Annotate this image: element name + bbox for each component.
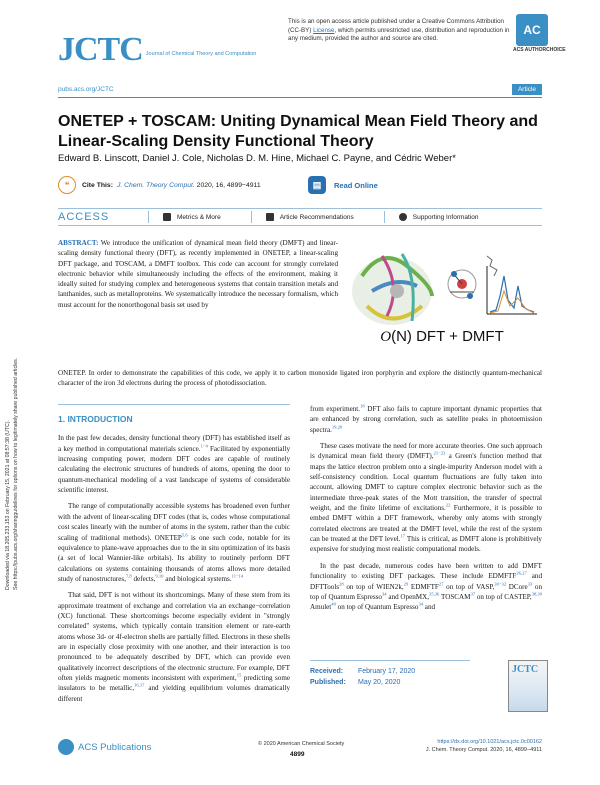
text-run: In the past decade, numerous codes have been written to add DMFT functionality to existing DFT packages. These include EDMFTF: [310, 561, 542, 581]
paragraph: [310, 561, 542, 613]
citation-ref[interactable]: 9,10: [155, 573, 164, 579]
metrics-link[interactable]: [163, 213, 221, 221]
text-run: DFT also fails to capture important dynamic properties that are enhanced by strong correlation, such as satellite peaks in photoemission spectra.: [310, 405, 543, 434]
access-divider: [148, 211, 149, 223]
text-run: from experiment.: [310, 405, 361, 413]
text-run: on top of VASP,: [443, 582, 495, 591]
citation-ref[interactable]: 27: [438, 581, 444, 587]
paragraph: [58, 501, 290, 584]
download-note-line2[interactable]: See https://pubs.acs.org/sharingguidelines for options on how to legitimately share published articles.: [13, 357, 20, 590]
access-divider: [384, 211, 385, 223]
text-run: is one such code, notable for its equivalence to plane-wave approaches due to the in situ optimization of its basis (a set of local Wannier-like orbitals). Its ability to routinely perform DFT calculations on systems containing thousands of atoms allows more detailed study of nanostructures,: [58, 533, 290, 583]
supporting-info-link[interactable]: [399, 213, 479, 221]
citation-ref[interactable]: 17: [400, 533, 406, 539]
page-footer: [58, 737, 542, 761]
page-number: 4899: [290, 751, 305, 758]
download-note-line1: Downloaded via 18.205.233.153 on February 15, 2021 at 08:57:38 (UTC).: [5, 420, 11, 590]
citation-ref[interactable]: 26,27: [516, 570, 527, 576]
body-column-left: [58, 404, 290, 710]
acs-logo-icon: [58, 739, 74, 755]
bar-chart-icon: [163, 213, 171, 221]
journal-logo[interactable]: [58, 33, 256, 67]
citation-ref[interactable]: 22: [445, 502, 451, 508]
citation-ref[interactable]: 19,20: [331, 424, 343, 430]
text-run: and: [423, 603, 436, 612]
recommendations-link[interactable]: [266, 213, 354, 221]
doi-link[interactable]: https://dx.doi.org/10.1021/acs.jctc.0c00162: [437, 739, 542, 745]
access-divider: [251, 211, 252, 223]
toc-formula-text: (N) DFT + DMFT: [391, 328, 504, 345]
toc-formula-o: O: [380, 329, 392, 345]
received-date: February 17, 2020: [358, 668, 416, 675]
citation-ref[interactable]: 15: [236, 672, 242, 678]
text-run: This is critical, as DMFT alone is prohibitively expensive for studying most realistic computational models.: [310, 535, 542, 554]
citation-ref[interactable]: 21−23: [433, 451, 446, 457]
journal-site-link[interactable]: pubs.acs.org/JCTC: [58, 86, 114, 93]
abstract-body: We introduce the unification of dynamical mean field theory (DMFT) and linear-scaling density functional theory (DFT), as recently implemented in ONETEP, a linear-scaling DFT package, and TOSCAM, a DMFT toolbox. This code can account for strongly correlated electronic behavior while simultaneously including the effects of the environment, making it ideally suited for studying complex and heterogeneous systems that contain transition metals and lanthanides, such as metalloproteins. We systematically introduce the necessary formalism, which must account for the nonorthogonal basis set used by: [58, 239, 338, 309]
download-note: [4, 250, 21, 590]
cite-details: 2020, 16, 4899−4911: [196, 181, 261, 189]
citation-ref[interactable]: 34: [381, 591, 387, 597]
article-type-tag: Article: [512, 84, 542, 95]
text-run: The range of computationally accessible systems has broadened even further with the advent of linear-scaling DFT codes (that is, codes whose computational cost scales linearly with the number of atoms in the system, rather than the cubic scaling of traditional methods). ONETEP: [58, 502, 290, 542]
document-icon: [266, 213, 274, 221]
license-note: [288, 18, 518, 44]
text-run: predicting some insulators to be metallic,: [58, 673, 291, 693]
abstract: [58, 238, 338, 310]
citation-ref[interactable]: 18: [360, 403, 365, 409]
citation-ref[interactable]: 11−14: [231, 573, 244, 579]
citation-ref[interactable]: 34: [418, 601, 424, 607]
citation-ref[interactable]: 37: [470, 591, 476, 597]
citation-ref[interactable]: 38,39: [531, 591, 543, 597]
article-dates: [310, 660, 470, 688]
abstract-continued: ONETEP. In order to demonstrate the capabilities of this code, we apply it to carbon monoxide ligated iron porphyrin and explore the distinctly quantum-mechanical character of the iron 3d electrons during the process of photodissociation.: [58, 369, 542, 388]
paragraph: [310, 441, 542, 555]
read-online-label: Read Online: [334, 180, 378, 190]
citation-ref[interactable]: 33: [527, 581, 533, 587]
access-label: ACCESS: [58, 211, 110, 223]
received-date-row: [310, 666, 470, 677]
text-run: defects,: [131, 574, 156, 583]
metrics-label: Metrics & More: [177, 213, 221, 221]
journal-full-name: Journal of Chemical Theory and Computation: [145, 51, 257, 57]
recommendations-label: Article Recommendations: [279, 213, 354, 221]
journal-logo-mark: JCTC: [58, 31, 143, 68]
journal-cover-thumbnail[interactable]: [508, 660, 548, 712]
paragraph: [58, 590, 290, 704]
text-run: and biological systems.: [163, 574, 232, 583]
copyright: © 2020 American Chemical Society: [258, 741, 345, 747]
citation-ref[interactable]: 35,36: [428, 591, 440, 597]
text-run: Furthermore, it is possible to embed DMFT within a DFT framework, whereby only atoms with strongly correlated electrons are treated at the DMFT level, while the rest of the system can be treated at the DFT level.: [310, 504, 542, 544]
paragraph: [310, 404, 542, 435]
citation-ref[interactable]: 5,6: [181, 532, 188, 538]
read-online-icon: ▤: [308, 176, 326, 194]
citation-ref[interactable]: 16,17: [134, 682, 145, 688]
read-online-button[interactable]: [308, 175, 378, 195]
doi-block: [426, 738, 542, 755]
text-run: These cases motivate the need for more accurate theories. One such approach is dynamical mean field theory (DMFT),: [310, 442, 542, 461]
text-run: Amulet: [310, 603, 332, 612]
text-run: on top of CASTEP,: [475, 592, 532, 601]
access-bar: [58, 208, 542, 226]
plus-circle-icon: [399, 213, 407, 221]
text-run: on top of Quantum Espresso: [335, 603, 419, 612]
body-column-right: [310, 404, 542, 619]
license-link[interactable]: License: [313, 26, 335, 34]
cite-this-button[interactable]: [58, 175, 298, 195]
author-choice-badge[interactable]: AC: [516, 14, 548, 46]
supporting-info-label: Supporting Information: [412, 213, 479, 221]
text-run: and DFTTools: [310, 572, 542, 591]
citation-ref[interactable]: 28: [339, 581, 344, 587]
text-run: In the past few decades, density functional theory (DFT) has established itself as a key method in computational materials science.: [58, 434, 290, 453]
text-run: EDMFTF: [408, 582, 439, 591]
cover-logo: JCTC: [512, 664, 539, 675]
citation-ref[interactable]: 29: [403, 581, 409, 587]
citation-ref[interactable]: 40: [331, 601, 336, 607]
text-run: Facilitated by exponentially increasing computing power, modern DFT codes are capable of routinely calculating the electronic structures of hundreds of atoms, opening the door to quantum-mechanical modeling of a vast landscape of systems of considerable scientific interest.: [58, 444, 290, 495]
toc-formula: [342, 328, 542, 346]
cite-label: Cite This:: [82, 181, 113, 189]
text-run: DCore: [506, 582, 528, 591]
published-date-row: [310, 677, 470, 688]
license-text-before: This is an open access article published under a Creative Commons Attribution (CC-BY): [288, 18, 504, 34]
text-run: and OpenMX,: [386, 592, 429, 601]
author-choice-label: ACS AUTHORCHOICE: [513, 47, 566, 53]
abstract-label: ABSTRACT:: [58, 239, 99, 247]
article-title: ONETEP + TOSCAM: Uniting Dynamical Mean Field Theory and Linear-Scaling Density Functional Theory: [58, 113, 538, 150]
published-date: May 20, 2020: [358, 679, 401, 687]
paragraph: [58, 433, 290, 495]
journal-topbar: [58, 86, 542, 98]
publisher-name[interactable]: ACS Publications: [78, 742, 152, 753]
text-run: on top of WIEN2k,: [343, 582, 404, 591]
citation-ref[interactable]: 1−4: [200, 443, 208, 449]
journal-reference: J. Chem. Theory Comput. 2020, 16, 4899−4911: [425, 747, 542, 754]
text-run: TOSCAM: [439, 592, 471, 601]
citation-ref[interactable]: 7,8: [125, 573, 132, 579]
quote-icon: ❝: [58, 176, 76, 194]
text-run: on top of Quantum Espresso: [310, 582, 542, 601]
text-run: and yielding equilibrium volumes dramatically different: [58, 684, 290, 703]
received-label: Received:: [310, 668, 344, 675]
section-heading-introduction: 1. INTRODUCTION: [58, 404, 290, 425]
cite-journal[interactable]: J. Chem. Theory Comput.: [116, 181, 195, 189]
published-label: Published:: [310, 679, 346, 687]
toc-graphic: [342, 236, 542, 366]
license-text-after: , which permits unrestricted use, distribution and reproduction in any medium, provided the author and source are cited.: [288, 26, 510, 43]
text-run: That said, DFT is not without its shortcomings. Many of these stem from its approximate treatment of exchange and correlation via an exchange−correlation (XC) functional. These shortcomings become especially evident in "strongly correlated" systems, which typically contain transition element or rare-earth atoms whose 3d- or 4f-electron shells are partially filled. Electrons in these shells are in especially close proximity with one another, and their interaction is too pronounced to be adequately described by DFT, which can provide even qualitatively incorrect descriptions of the electronic structure. For example, DFT often yields magnetic moments inconsistent with experiment,: [58, 591, 290, 682]
text-run: a Green's function method that maps the lattice electron problem onto a single-impurity Anderson model with a self-consistency condition. Local quantum fluctuations are fully taken into account, allowing DMFT to capture complex electronic behavior such as the intermediate three-peak states of the Mott transition, the transfer of spectral weight, and the finite lifetime of excitations.: [310, 452, 542, 513]
citation-ref[interactable]: 30−32: [494, 581, 507, 587]
author-list: Edward B. Linscott, Daniel J. Cole, Nicholas D. M. Hine, Michael C. Payne, and Cédric Weber*: [58, 153, 456, 164]
